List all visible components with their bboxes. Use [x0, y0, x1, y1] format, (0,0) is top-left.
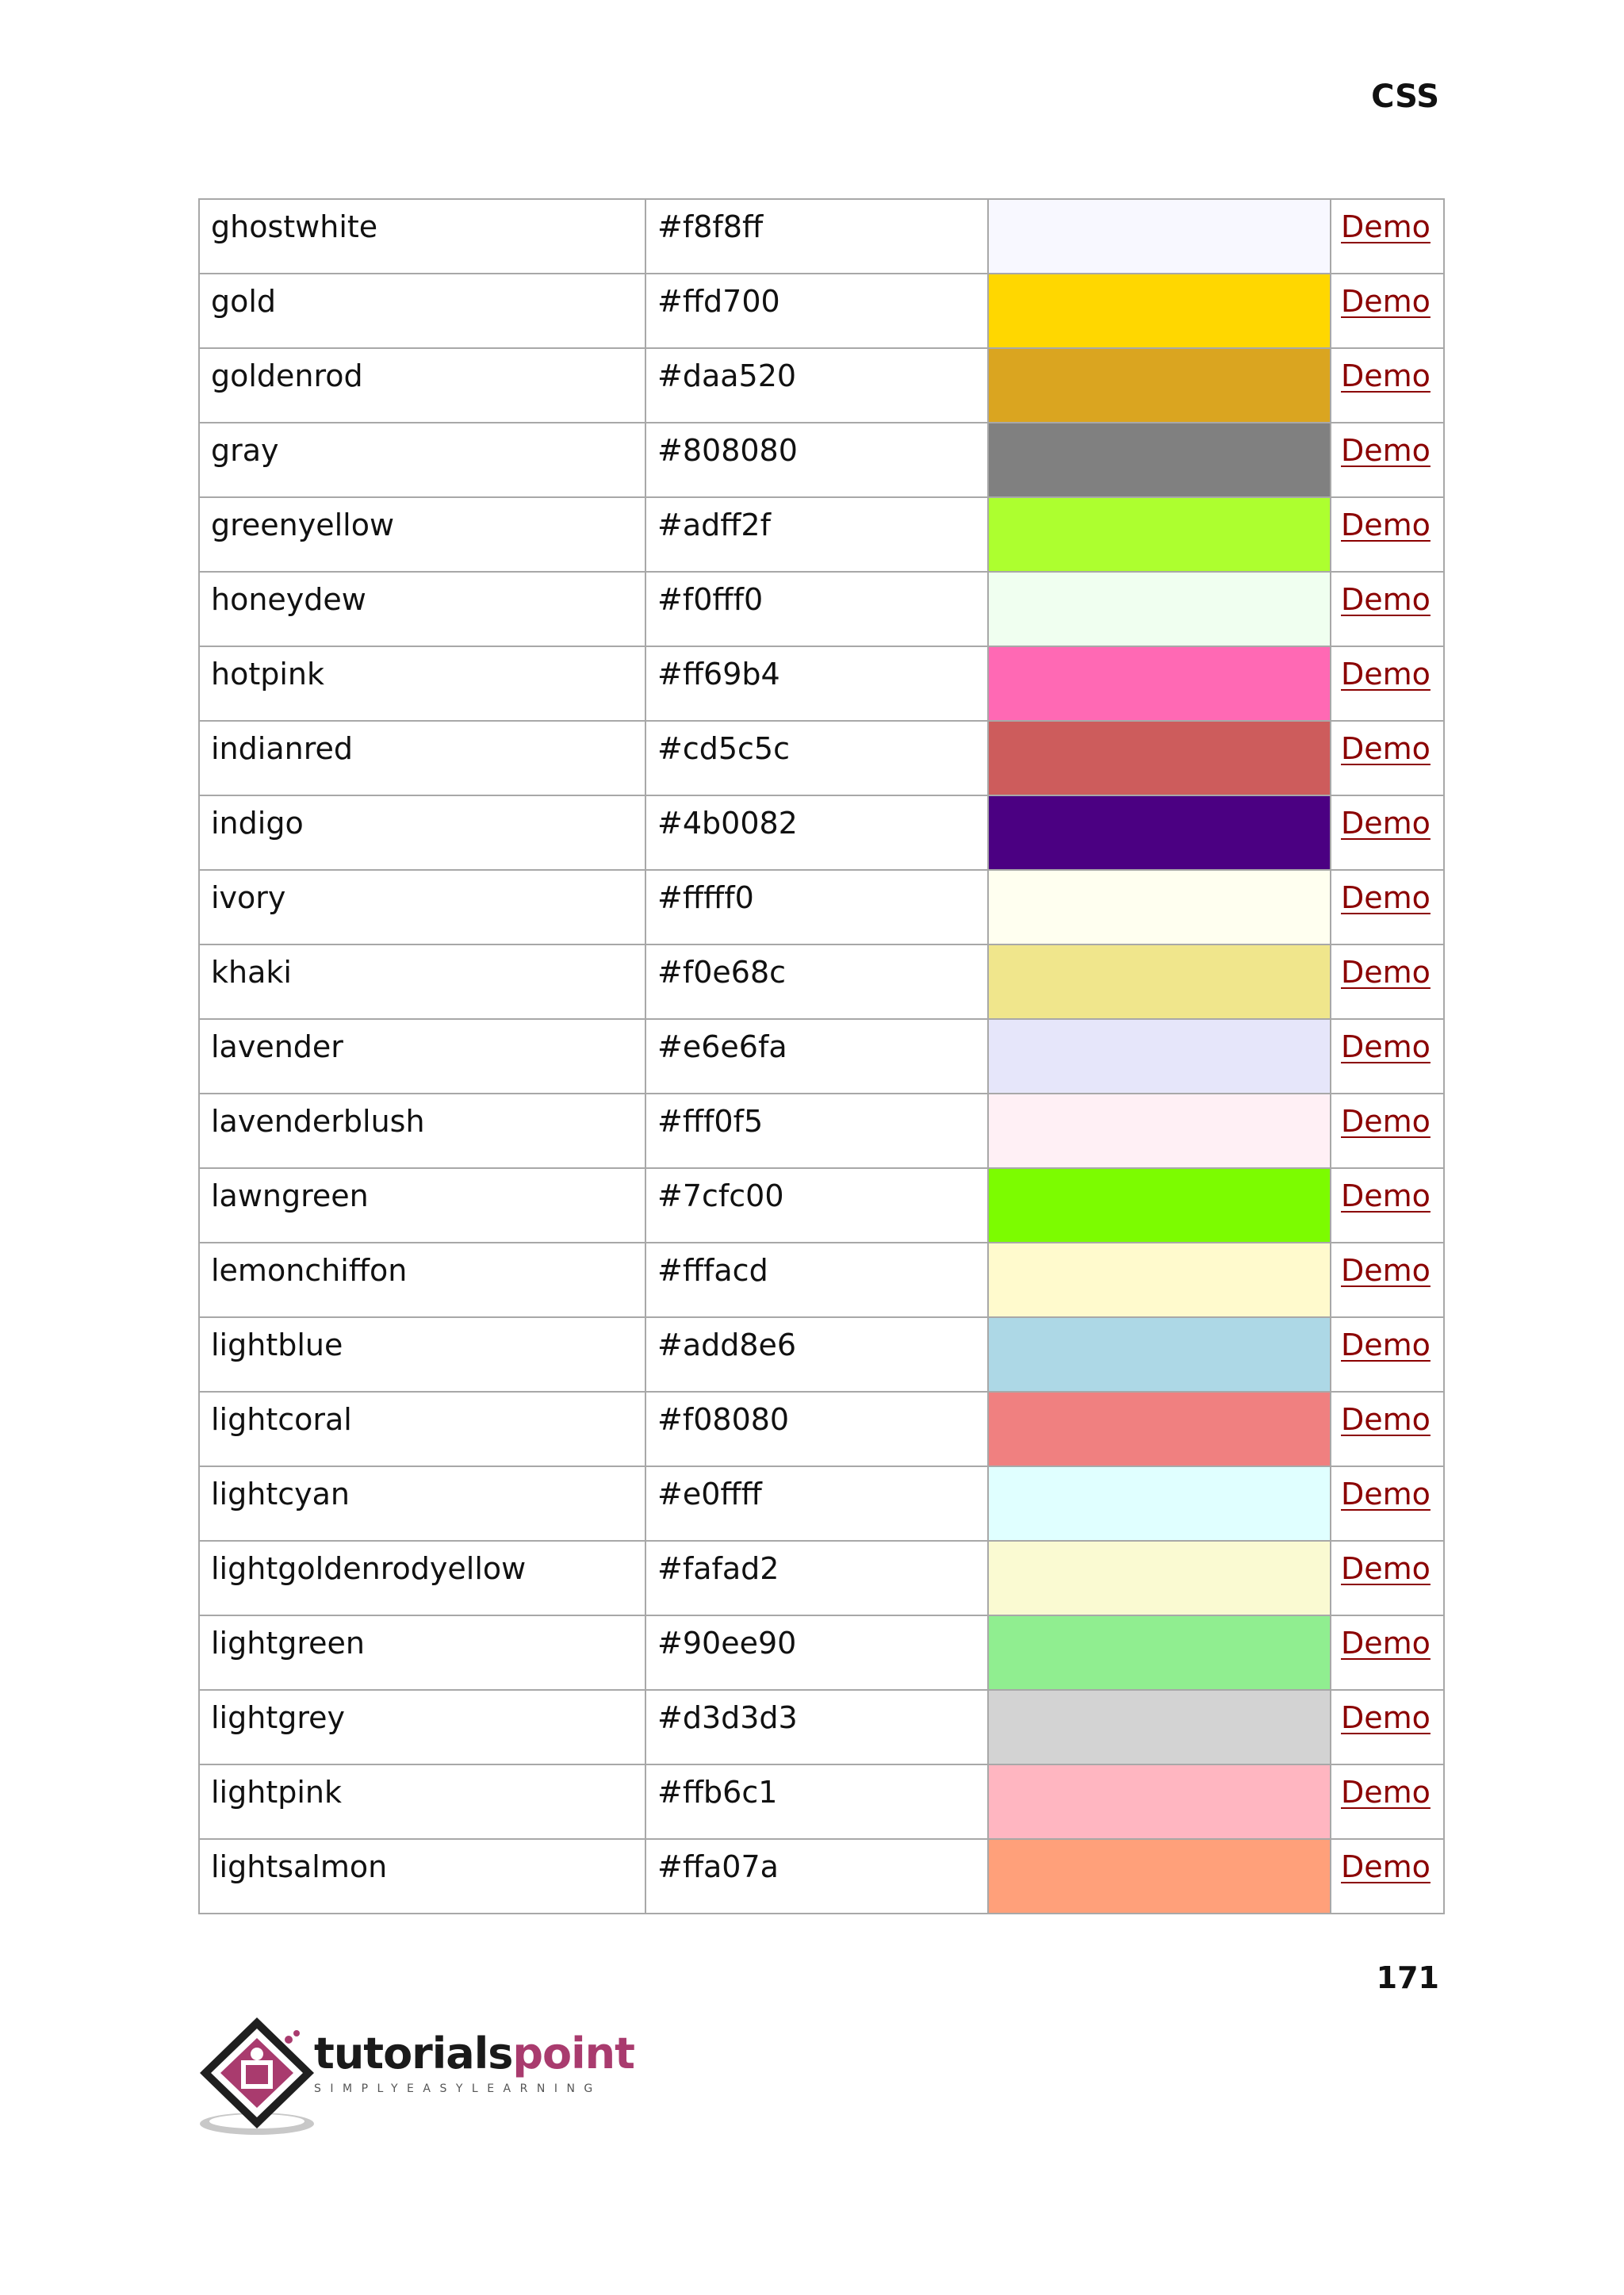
- table-row: [199, 1317, 1444, 1392]
- demo-link-cell: [1331, 870, 1444, 944]
- color-swatch: [989, 349, 1330, 422]
- table-row: [199, 870, 1444, 944]
- table-row: [199, 1019, 1444, 1094]
- demo-link-cell: [1331, 1168, 1444, 1243]
- color-swatch: [989, 1094, 1330, 1167]
- demo-link[interactable]: Demo: [1341, 1104, 1431, 1139]
- demo-link[interactable]: Demo: [1341, 1849, 1431, 1884]
- color-name-cell: lightblue: [199, 1317, 645, 1392]
- table-row: [199, 572, 1444, 646]
- demo-link[interactable]: Demo: [1341, 1775, 1431, 1810]
- color-swatch: [989, 1393, 1330, 1466]
- color-name-cell: lightcyan: [199, 1466, 645, 1541]
- hex-code-cell: #ffa07a: [645, 1839, 988, 1914]
- demo-link-cell: [1331, 1615, 1444, 1690]
- color-swatch: [989, 1542, 1330, 1615]
- demo-link[interactable]: Demo: [1341, 433, 1431, 468]
- demo-link-cell: [1331, 1839, 1444, 1914]
- table-row: [199, 646, 1444, 721]
- hex-code-cell: #daa520: [645, 348, 988, 423]
- color-swatch: [989, 1467, 1330, 1540]
- color-swatch: [989, 1616, 1330, 1689]
- color-name-cell: lightsalmon: [199, 1839, 645, 1914]
- color-swatch: [989, 1243, 1330, 1316]
- color-swatch-cell: [988, 795, 1331, 870]
- table-row: [199, 348, 1444, 423]
- color-swatch-cell: [988, 199, 1331, 274]
- color-swatch-cell: [988, 1094, 1331, 1168]
- demo-link[interactable]: Demo: [1341, 1328, 1431, 1362]
- color-swatch: [989, 498, 1330, 571]
- color-swatch: [989, 573, 1330, 646]
- demo-link-cell: [1331, 199, 1444, 274]
- table-row: [199, 1243, 1444, 1317]
- color-swatch-cell: [988, 1690, 1331, 1764]
- demo-link-cell: [1331, 1019, 1444, 1094]
- demo-link[interactable]: Demo: [1341, 1402, 1431, 1437]
- color-swatch: [989, 796, 1330, 869]
- demo-link[interactable]: Demo: [1341, 209, 1431, 244]
- hex-code-cell: #f8f8ff: [645, 199, 988, 274]
- tutorialspoint-logo: [195, 2014, 634, 2141]
- demo-link-cell: [1331, 1690, 1444, 1764]
- demo-link[interactable]: Demo: [1341, 731, 1431, 766]
- color-swatch: [989, 1840, 1330, 1913]
- color-table: [198, 198, 1445, 1914]
- color-swatch-cell: [988, 1168, 1331, 1243]
- hex-code-cell: #4b0082: [645, 795, 988, 870]
- color-swatch-cell: [988, 1764, 1331, 1839]
- color-name-cell: hotpink: [199, 646, 645, 721]
- hex-code-cell: #ff69b4: [645, 646, 988, 721]
- color-swatch-cell: [988, 1243, 1331, 1317]
- demo-link-cell: [1331, 1392, 1444, 1466]
- color-swatch: [989, 945, 1330, 1018]
- color-name-cell: lavenderblush: [199, 1094, 645, 1168]
- color-swatch-cell: [988, 1392, 1331, 1466]
- color-swatch: [989, 647, 1330, 720]
- table-row: [199, 199, 1444, 274]
- color-swatch-cell: [988, 944, 1331, 1019]
- demo-link-cell: [1331, 795, 1444, 870]
- color-table-body: [199, 199, 1444, 1914]
- color-swatch: [989, 1318, 1330, 1391]
- hex-code-cell: #adff2f: [645, 497, 988, 572]
- color-swatch: [989, 1020, 1330, 1093]
- table-row: [199, 1168, 1444, 1243]
- color-swatch-cell: [988, 1541, 1331, 1615]
- demo-link-cell: [1331, 1466, 1444, 1541]
- demo-link[interactable]: Demo: [1341, 508, 1431, 542]
- color-name-cell: lightgreen: [199, 1615, 645, 1690]
- hex-code-cell: #fffacd: [645, 1243, 988, 1317]
- color-name-cell: lightpink: [199, 1764, 645, 1839]
- color-swatch: [989, 274, 1330, 347]
- hex-code-cell: #ffb6c1: [645, 1764, 988, 1839]
- demo-link-cell: [1331, 1317, 1444, 1392]
- demo-link-cell: [1331, 423, 1444, 497]
- hex-code-cell: #d3d3d3: [645, 1690, 988, 1764]
- color-swatch: [989, 1691, 1330, 1764]
- color-name-cell: ivory: [199, 870, 645, 944]
- color-swatch-cell: [988, 423, 1331, 497]
- demo-link[interactable]: Demo: [1341, 358, 1431, 393]
- logo-word-point: point: [512, 2029, 634, 2079]
- color-swatch-cell: [988, 348, 1331, 423]
- color-swatch: [989, 423, 1330, 496]
- logo-word-tutorials: tutorials: [314, 2029, 513, 2079]
- demo-link[interactable]: Demo: [1341, 1029, 1431, 1064]
- logo-tagline: SIMPLYEASYLEARNING: [314, 2082, 602, 2095]
- color-swatch-cell: [988, 1019, 1331, 1094]
- demo-link[interactable]: Demo: [1341, 582, 1431, 617]
- demo-link[interactable]: Demo: [1341, 806, 1431, 841]
- table-row: [199, 1615, 1444, 1690]
- hex-code-cell: #90ee90: [645, 1615, 988, 1690]
- table-row: [199, 274, 1444, 348]
- color-swatch-cell: [988, 1615, 1331, 1690]
- color-name-cell: lavender: [199, 1019, 645, 1094]
- hex-code-cell: #808080: [645, 423, 988, 497]
- color-swatch-cell: [988, 274, 1331, 348]
- demo-link-cell: [1331, 497, 1444, 572]
- color-name-cell: lemonchiffon: [199, 1243, 645, 1317]
- demo-link-cell: [1331, 1764, 1444, 1839]
- page-header-title: CSS: [1371, 79, 1439, 115]
- table-row: [199, 1466, 1444, 1541]
- table-row: [199, 423, 1444, 497]
- demo-link[interactable]: Demo: [1341, 1551, 1431, 1586]
- demo-link-cell: [1331, 646, 1444, 721]
- demo-link[interactable]: Demo: [1341, 1178, 1431, 1213]
- demo-link[interactable]: Demo: [1341, 657, 1431, 692]
- table-row: [199, 1839, 1444, 1914]
- color-name-cell: gray: [199, 423, 645, 497]
- color-name-cell: goldenrod: [199, 348, 645, 423]
- hex-code-cell: #cd5c5c: [645, 721, 988, 795]
- tutorialspoint-logo-icon: [195, 2014, 330, 2141]
- demo-link-cell: [1331, 1243, 1444, 1317]
- color-name-cell: indigo: [199, 795, 645, 870]
- demo-link-cell: [1331, 944, 1444, 1019]
- hex-code-cell: #f0fff0: [645, 572, 988, 646]
- page-number: 171: [1376, 1960, 1439, 1995]
- hex-code-cell: #fffff0: [645, 870, 988, 944]
- table-row: [199, 1392, 1444, 1466]
- color-swatch-cell: [988, 1839, 1331, 1914]
- demo-link-cell: [1331, 348, 1444, 423]
- color-swatch: [989, 1169, 1330, 1242]
- hex-code-cell: #e6e6fa: [645, 1019, 988, 1094]
- table-row: [199, 497, 1444, 572]
- demo-link-cell: [1331, 1094, 1444, 1168]
- demo-link[interactable]: Demo: [1341, 955, 1431, 990]
- table-row: [199, 721, 1444, 795]
- color-name-cell: khaki: [199, 944, 645, 1019]
- color-name-cell: lightgrey: [199, 1690, 645, 1764]
- demo-link[interactable]: Demo: [1341, 1626, 1431, 1661]
- hex-code-cell: #ffd700: [645, 274, 988, 348]
- color-swatch-cell: [988, 870, 1331, 944]
- color-swatch-cell: [988, 1466, 1331, 1541]
- color-name-cell: greenyellow: [199, 497, 645, 572]
- table-row: [199, 795, 1444, 870]
- logo-wordmark: [314, 2030, 634, 2078]
- demo-link[interactable]: Demo: [1341, 284, 1431, 319]
- demo-link[interactable]: Demo: [1341, 880, 1431, 915]
- demo-link[interactable]: Demo: [1341, 1253, 1431, 1288]
- hex-code-cell: #fff0f5: [645, 1094, 988, 1168]
- color-swatch-cell: [988, 721, 1331, 795]
- demo-link-cell: [1331, 721, 1444, 795]
- demo-link-cell: [1331, 1541, 1444, 1615]
- hex-code-cell: #add8e6: [645, 1317, 988, 1392]
- color-swatch: [989, 1765, 1330, 1838]
- color-name-cell: lightgoldenrodyellow: [199, 1541, 645, 1615]
- table-row: [199, 1764, 1444, 1839]
- hex-code-cell: #e0ffff: [645, 1466, 988, 1541]
- color-swatch: [989, 200, 1330, 273]
- color-swatch: [989, 722, 1330, 795]
- color-name-cell: lawngreen: [199, 1168, 645, 1243]
- color-swatch-cell: [988, 646, 1331, 721]
- table-row: [199, 1690, 1444, 1764]
- color-name-cell: ghostwhite: [199, 199, 645, 274]
- table-row: [199, 1094, 1444, 1168]
- hex-code-cell: #7cfc00: [645, 1168, 988, 1243]
- color-name-cell: lightcoral: [199, 1392, 645, 1466]
- color-name-cell: honeydew: [199, 572, 645, 646]
- hex-code-cell: #f08080: [645, 1392, 988, 1466]
- demo-link[interactable]: Demo: [1341, 1477, 1431, 1511]
- color-swatch-cell: [988, 1317, 1331, 1392]
- demo-link[interactable]: Demo: [1341, 1700, 1431, 1735]
- color-name-cell: indianred: [199, 721, 645, 795]
- table-row: [199, 1541, 1444, 1615]
- demo-link-cell: [1331, 274, 1444, 348]
- hex-code-cell: #fafad2: [645, 1541, 988, 1615]
- hex-code-cell: #f0e68c: [645, 944, 988, 1019]
- color-swatch-cell: [988, 497, 1331, 572]
- color-swatch: [989, 871, 1330, 944]
- table-row: [199, 944, 1444, 1019]
- demo-link-cell: [1331, 572, 1444, 646]
- color-name-cell: gold: [199, 274, 645, 348]
- color-swatch-cell: [988, 572, 1331, 646]
